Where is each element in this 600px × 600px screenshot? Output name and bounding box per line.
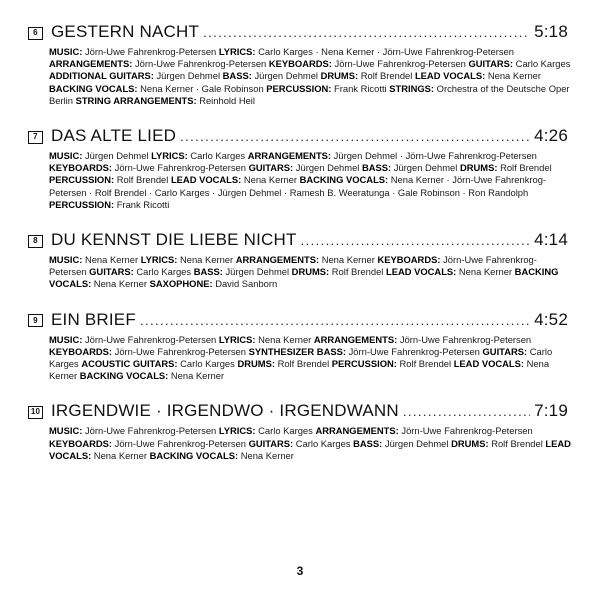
credit-label: BACKING VOCALS: (79, 370, 169, 382)
track-duration: 4:52 (534, 309, 568, 329)
credit-value: Jörn-Uwe Fahrenkrog-Petersen (134, 58, 267, 70)
credit-value: Jürgen Dehmel (225, 266, 290, 278)
credit-value: Jürgen Dehmel (393, 162, 458, 174)
credit-label: PERCUSSION: (49, 174, 115, 186)
credit-value: Jörn-Uwe Fahrenkrog-Petersen (114, 437, 246, 449)
credit-label: KEYBOARDS: (268, 58, 332, 70)
track-title-row (28, 230, 568, 251)
credit-value: Carlo Karges (180, 358, 235, 370)
credit-value: Carlo Karges (136, 266, 192, 278)
credit-label: STRING ARRANGEMENTS: (75, 94, 197, 106)
credit-value: Nena Kerner (84, 254, 139, 266)
credit-value: Frank Ricotti (334, 82, 387, 94)
dot-leader (403, 402, 530, 422)
track-title-row (28, 310, 568, 331)
credit-value: Jürgen Dehmel (384, 437, 449, 449)
credit-label: BACKING VOCALS: (299, 174, 389, 186)
credit-label: KEYBOARDS: (49, 162, 113, 174)
credit-label: GUITARS: (89, 266, 134, 278)
credit-label: PERCUSSION: (331, 358, 397, 370)
credit-label: LYRICS: (218, 46, 256, 57)
dot-leader (180, 127, 530, 147)
credit-value: David Sanborn (215, 278, 278, 290)
credit-label: MUSIC: (49, 46, 83, 57)
credit-label: SAXOPHONE: (149, 278, 213, 290)
track-duration: 4:26 (534, 126, 568, 146)
credit-label: ARRANGEMENTS: (315, 425, 399, 437)
credit-label: BASS: (353, 437, 383, 449)
track-entry (28, 126, 574, 211)
credit-label: DRUMS: (459, 162, 498, 174)
credit-value: Carlo Karges (515, 58, 571, 70)
credit-value: Carlo Karges (258, 425, 313, 437)
credit-value: Nena Kerner (93, 449, 147, 461)
credit-value: Carlo Karges (295, 437, 351, 449)
track-title: IRGENDWIE · IRGENDWO · IRGENDWANN (51, 401, 399, 421)
credit-label: LYRICS: (218, 333, 256, 345)
credit-value: Rolf Brendel (491, 437, 543, 449)
credit-value: Carlo Karges (190, 150, 246, 162)
credit-value: Carlo Karges (49, 345, 553, 370)
credit-label: ARRANGEMENTS: (49, 58, 133, 70)
track-title-row (28, 126, 568, 147)
credit-label: ARRANGEMENTS: (247, 150, 332, 162)
credit-label: GUITARS: (248, 437, 294, 449)
credit-value: Jörn-Uwe Fahrenkrog-Petersen (114, 162, 246, 174)
track-entry (28, 401, 574, 462)
credit-value: Jürgen Dehmel · Jörn-Uwe Fahrenkrog-Petersen (333, 150, 537, 162)
credit-value: Jörn-Uwe Fahrenkrog-Petersen (399, 333, 532, 345)
dot-leader (203, 23, 530, 43)
credit-label: BASS: (361, 162, 392, 174)
track-list (28, 22, 574, 481)
credit-label: MUSIC: (49, 150, 83, 162)
credit-label: LEAD VOCALS: (414, 70, 486, 82)
credit-value: Orchestra of the Deutsche Oper Berlin (49, 82, 570, 106)
credit-label: LYRICS: (218, 425, 256, 437)
credit-value: Rolf Brendel (277, 358, 330, 370)
credit-value: Rolf Brendel (360, 70, 413, 82)
page-number: 3 (296, 564, 304, 578)
credit-value: Nena Kerner · Gale Robinson (140, 82, 264, 94)
credit-label: DRUMS: (320, 70, 359, 82)
track-number-box: 9 (28, 314, 43, 327)
credit-value: Jürgen Dehmel (84, 150, 149, 162)
credit-label: GUITARS: (248, 162, 294, 174)
credit-label: LEAD VOCALS: (49, 437, 571, 461)
credit-value: Nena Kerner (240, 449, 294, 461)
credit-value: Nena Kerner (170, 370, 225, 382)
track-number-box: 6 (28, 27, 43, 40)
credit-label: ACOUSTIC GUITARS: (81, 358, 178, 370)
credit-label: LEAD VOCALS: (453, 358, 525, 370)
credit-label: LEAD VOCALS: (385, 266, 457, 278)
track-credits (49, 254, 573, 291)
credit-label: BACKING VOCALS: (49, 266, 559, 290)
track-credits (49, 150, 573, 211)
credit-label: LEAD VOCALS: (170, 174, 242, 186)
credit-label: MUSIC: (49, 254, 83, 266)
track-credits (49, 425, 573, 462)
credit-value: Jörn-Uwe Fahrenkrog-Petersen (334, 58, 466, 70)
credit-value: Frank Ricotti (116, 198, 170, 210)
credit-label: GUITARS: (482, 345, 528, 357)
credit-value: Nena Kerner (93, 278, 147, 290)
credit-label: LYRICS: (151, 150, 188, 162)
credit-label: SYNTHESIZER BASS: (248, 345, 346, 357)
credit-value: Nena Kerner (321, 254, 375, 266)
credit-value: Nena Kerner (258, 333, 312, 345)
credit-value: Carlo Karges · Nena Kerner · Jörn-Uwe Fahrenkrog-Petersen (258, 46, 514, 57)
credit-label: KEYBOARDS: (49, 437, 113, 449)
credit-value: Jörn-Uwe Fahrenkrog-Petersen (84, 425, 217, 437)
track-duration: 5:18 (534, 22, 568, 41)
credit-value: Nena Kerner (243, 174, 298, 186)
credit-value: Nena Kerner · Jörn-Uwe Fahrenkrog-Petersen · Rolf Brendel · Carlo Karges · Jürgen Dehmel · Ramesh B. Weeratunga · Gale Robinson · Ron Randolph (49, 174, 547, 198)
credit-label: BASS: (193, 266, 223, 278)
track-entry (28, 22, 574, 107)
track-title: EIN BRIEF (51, 309, 136, 329)
credit-label: KEYBOARDS: (377, 254, 441, 266)
credit-value: Rolf Brendel (399, 358, 452, 370)
credit-value: Rolf Brendel (500, 162, 552, 174)
track-number-box: 10 (28, 406, 43, 419)
credit-label: ADDITIONAL GUITARS: (49, 70, 154, 82)
credit-value: Jürgen Dehmel (156, 70, 221, 82)
track-number-box: 7 (28, 131, 43, 144)
track-title: DU KENNST DIE LIEBE NICHT (51, 230, 297, 250)
credit-value: Jörn-Uwe Fahrenkrog-Petersen (84, 333, 217, 345)
track-entry (28, 230, 574, 291)
credit-value: Jürgen Dehmel (295, 162, 360, 174)
credit-value: Jörn-Uwe Fahrenkrog-Petersen (348, 345, 480, 357)
credit-label: MUSIC: (49, 425, 83, 437)
credit-value: Jörn-Uwe Fahrenkrog-Petersen (49, 254, 537, 278)
track-duration: 4:14 (534, 230, 568, 250)
credit-label: MUSIC: (49, 333, 83, 345)
credit-value: Nena Kerner (179, 254, 234, 266)
credit-label: BACKING VOCALS: (149, 449, 239, 461)
credit-value: Jörn-Uwe Fahrenkrog-Petersen (401, 425, 533, 437)
credit-label: STRINGS: (389, 82, 435, 94)
credit-label: LYRICS: (140, 254, 178, 266)
credit-value: Nena Kerner (458, 266, 513, 278)
credit-value: Jörn-Uwe Fahrenkrog-Petersen (84, 46, 217, 57)
credit-value: Nena Kerner (49, 358, 550, 382)
credit-value: Reinhold Heil (199, 94, 255, 106)
credit-value: Jörn-Uwe Fahrenkrog-Petersen (114, 345, 246, 357)
track-entry (28, 310, 574, 383)
credit-value: Rolf Brendel (116, 174, 169, 186)
dot-leader (140, 311, 530, 331)
credit-label: DRUMS: (237, 358, 275, 370)
credit-value: Rolf Brendel (331, 266, 384, 278)
track-credits (49, 46, 573, 107)
credit-label: PERCUSSION: (266, 82, 332, 94)
track-number-box: 8 (28, 235, 43, 248)
credit-value: Nena Kerner (487, 70, 542, 82)
track-title: DAS ALTE LIED (51, 126, 177, 146)
credit-label: BACKING VOCALS: (49, 82, 138, 94)
credit-label: KEYBOARDS: (49, 345, 113, 357)
credit-label: GUITARS: (468, 58, 514, 70)
credit-value: Jürgen Dehmel (254, 70, 319, 82)
dot-leader (301, 231, 531, 251)
credit-label: DRUMS: (291, 266, 330, 278)
track-credits (49, 334, 573, 383)
track-title-row (28, 401, 568, 422)
track-title-row (28, 22, 568, 43)
credit-label: BASS: (222, 70, 252, 82)
credit-label: ARRANGEMENTS: (235, 254, 320, 266)
credit-label: PERCUSSION: (49, 198, 115, 210)
track-duration: 7:19 (534, 401, 568, 421)
credit-label: DRUMS: (451, 437, 489, 449)
track-title: GESTERN NACHT (51, 22, 200, 41)
credit-label: ARRANGEMENTS: (313, 333, 398, 345)
